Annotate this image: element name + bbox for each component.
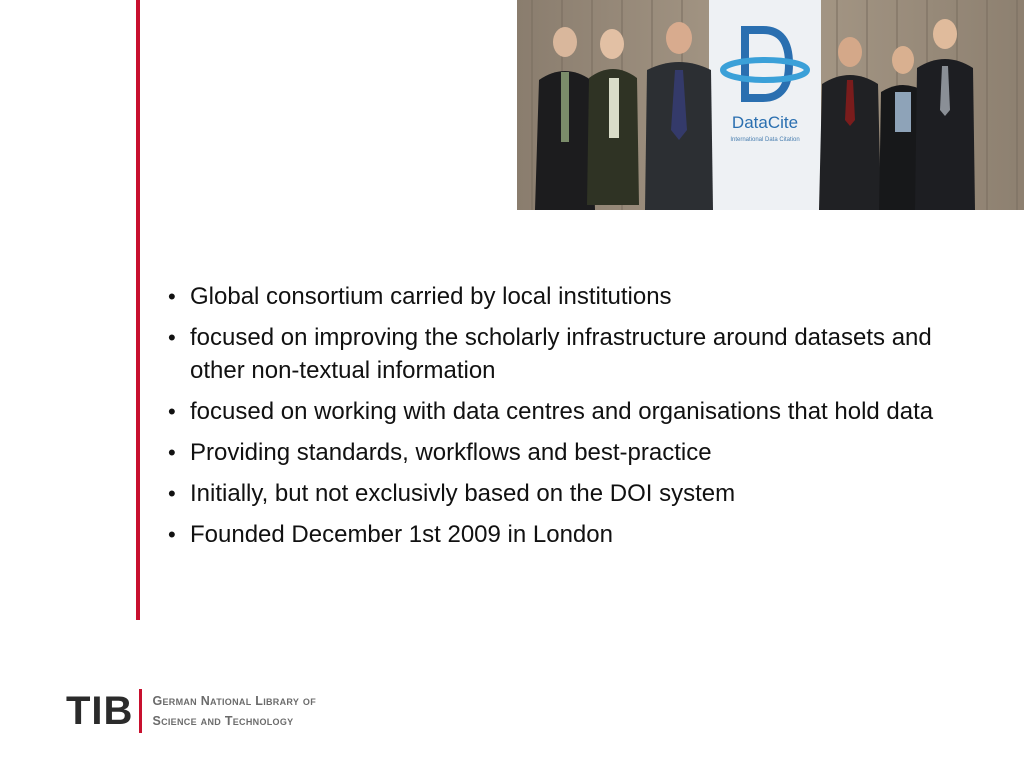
bullet-text: focused on working with data centres and organisations that hold data bbox=[190, 398, 934, 425]
list-item bbox=[168, 395, 968, 428]
bullet-glyph: • bbox=[168, 522, 176, 547]
list-item bbox=[168, 436, 968, 469]
list-item bbox=[168, 477, 968, 510]
bullet-text: focused on improving the scholarly infrastructure around datasets and other non-textual information bbox=[190, 324, 932, 384]
bullet-text: Global consortium carried by local institutions bbox=[190, 283, 672, 310]
group-photo-image bbox=[517, 0, 1024, 210]
bullet-text: Founded December 1st 2009 in London bbox=[190, 521, 613, 548]
list-item bbox=[168, 280, 968, 313]
bullet-glyph: • bbox=[168, 399, 176, 424]
group-photo bbox=[517, 0, 1024, 210]
bullet-glyph: • bbox=[168, 481, 176, 506]
list-item bbox=[168, 518, 968, 551]
bullet-glyph: • bbox=[168, 440, 176, 465]
tib-logo-divider bbox=[139, 689, 142, 733]
accent-bar bbox=[136, 0, 140, 620]
bullet-glyph: • bbox=[168, 284, 176, 309]
bullet-text: Initially, but not exclusivly based on the DOI system bbox=[190, 480, 736, 507]
list-item bbox=[168, 321, 968, 387]
bullet-text: Providing standards, workflows and best-practice bbox=[190, 439, 712, 466]
tib-logo-line-1: German National Library of bbox=[152, 694, 317, 708]
tib-logo bbox=[66, 688, 316, 734]
banner-brand-text: DataCite bbox=[731, 113, 799, 132]
bullet-list bbox=[168, 280, 968, 559]
banner-tagline-text: International Data Citation bbox=[730, 137, 800, 143]
tib-logo-mark: TIB bbox=[66, 689, 134, 733]
tib-logo-line-2: Science and Technology bbox=[152, 714, 294, 728]
bullet-glyph: • bbox=[168, 325, 176, 350]
tib-logo-text bbox=[152, 691, 316, 731]
